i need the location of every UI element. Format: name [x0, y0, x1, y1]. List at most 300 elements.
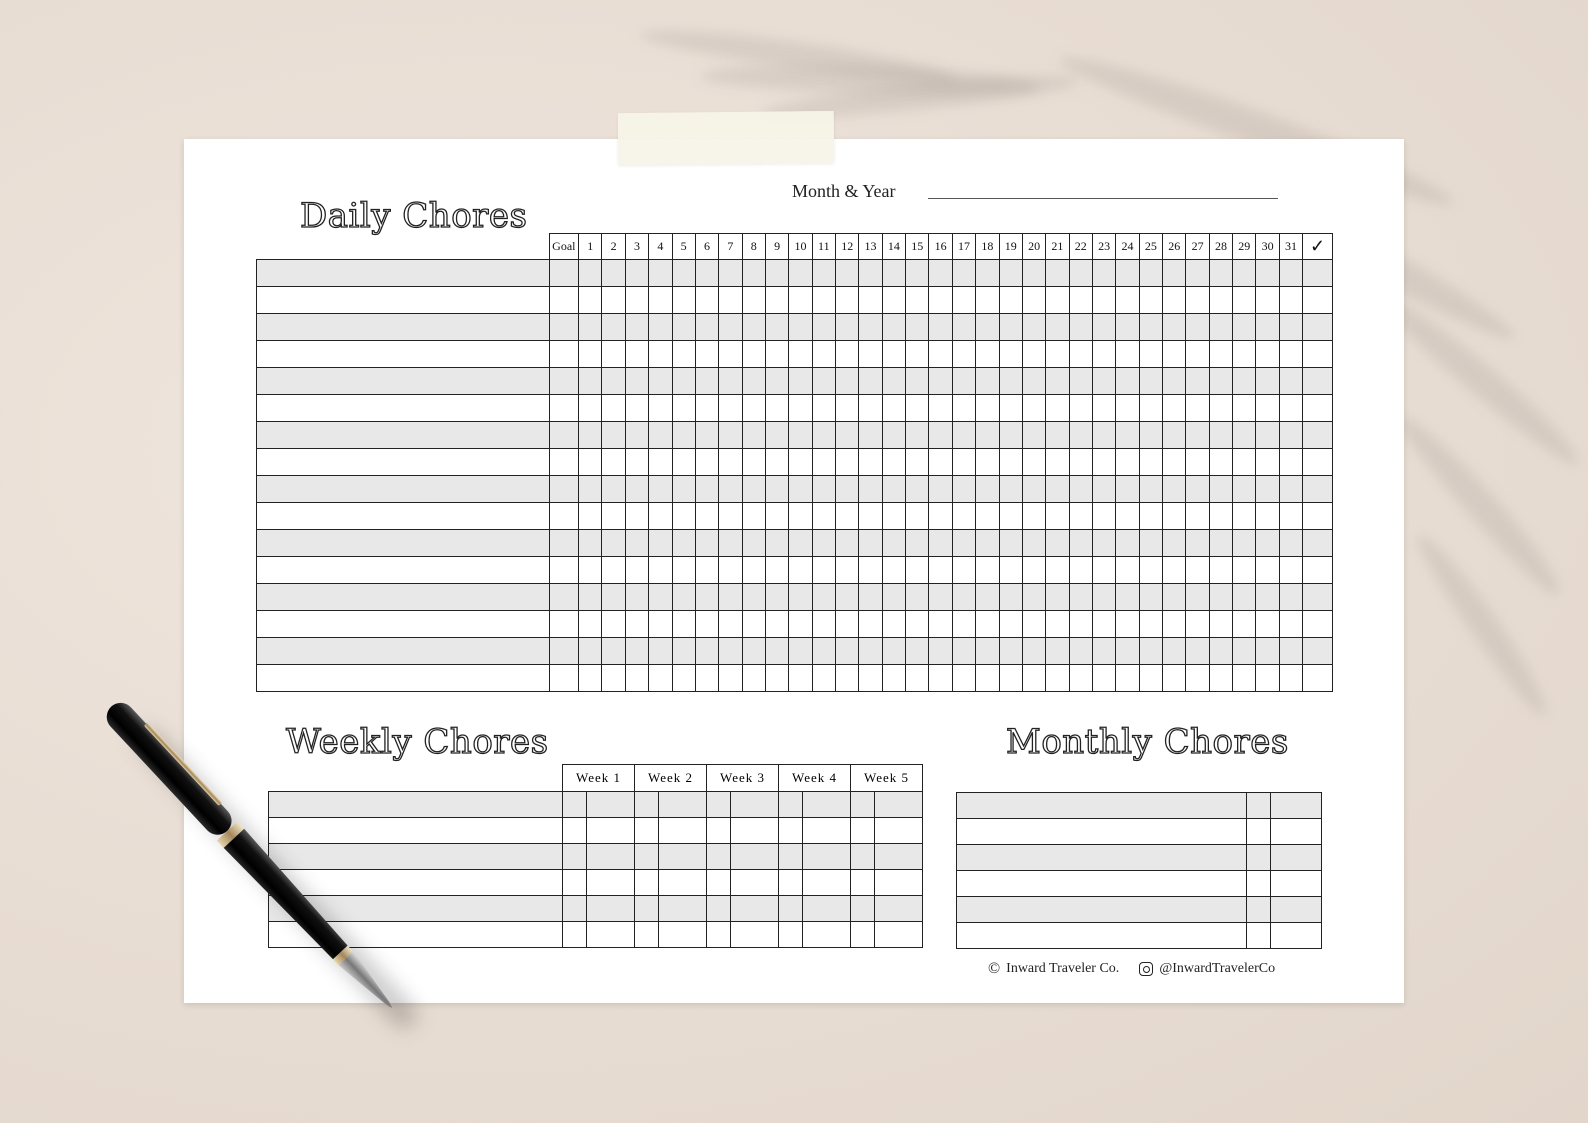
day-cell[interactable] [1209, 665, 1232, 692]
week-note-cell[interactable] [875, 870, 923, 896]
day-cell[interactable] [976, 665, 999, 692]
day-cell[interactable] [882, 287, 905, 314]
day-cell[interactable] [1209, 584, 1232, 611]
day-cell[interactable] [952, 638, 975, 665]
day-cell[interactable] [1279, 611, 1302, 638]
day-cell[interactable] [976, 395, 999, 422]
day-cell[interactable] [1279, 557, 1302, 584]
done-cell[interactable] [1303, 557, 1333, 584]
day-cell[interactable] [1116, 314, 1139, 341]
day-cell[interactable] [1186, 476, 1209, 503]
day-cell[interactable] [1116, 584, 1139, 611]
day-cell[interactable] [1233, 611, 1256, 638]
week-note-cell[interactable] [731, 870, 779, 896]
day-cell[interactable] [1209, 314, 1232, 341]
day-cell[interactable] [812, 476, 835, 503]
day-cell[interactable] [695, 341, 718, 368]
week-check-cell[interactable] [563, 922, 587, 948]
day-cell[interactable] [906, 584, 929, 611]
day-cell[interactable] [649, 557, 672, 584]
day-cell[interactable] [789, 368, 812, 395]
chore-name-cell[interactable] [257, 368, 550, 395]
day-cell[interactable] [649, 314, 672, 341]
day-cell[interactable] [1022, 476, 1045, 503]
day-cell[interactable] [812, 665, 835, 692]
day-cell[interactable] [649, 638, 672, 665]
day-cell[interactable] [1069, 449, 1092, 476]
day-cell[interactable] [1186, 584, 1209, 611]
goal-cell[interactable] [549, 368, 578, 395]
monthly-note-cell[interactable] [1271, 871, 1322, 897]
day-cell[interactable] [1092, 557, 1115, 584]
goal-cell[interactable] [549, 341, 578, 368]
day-cell[interactable] [672, 395, 695, 422]
day-cell[interactable] [719, 368, 742, 395]
day-cell[interactable] [1186, 341, 1209, 368]
day-cell[interactable] [929, 476, 952, 503]
day-cell[interactable] [1209, 476, 1232, 503]
day-cell[interactable] [1279, 503, 1302, 530]
day-cell[interactable] [695, 503, 718, 530]
week-note-cell[interactable] [875, 818, 923, 844]
day-cell[interactable] [672, 314, 695, 341]
day-cell[interactable] [999, 476, 1022, 503]
day-cell[interactable] [1116, 287, 1139, 314]
day-cell[interactable] [719, 611, 742, 638]
day-cell[interactable] [999, 638, 1022, 665]
day-cell[interactable] [649, 260, 672, 287]
day-cell[interactable] [1163, 557, 1186, 584]
day-cell[interactable] [1256, 314, 1279, 341]
monthly-check-cell[interactable] [1247, 819, 1271, 845]
day-cell[interactable] [1069, 665, 1092, 692]
day-cell[interactable] [789, 449, 812, 476]
day-cell[interactable] [625, 368, 648, 395]
day-cell[interactable] [765, 530, 788, 557]
goal-cell[interactable] [549, 503, 578, 530]
day-cell[interactable] [906, 449, 929, 476]
chore-name-cell[interactable] [257, 665, 550, 692]
day-cell[interactable] [1092, 395, 1115, 422]
monthly-check-cell[interactable] [1247, 897, 1271, 923]
day-cell[interactable] [929, 638, 952, 665]
day-cell[interactable] [625, 449, 648, 476]
day-cell[interactable] [1256, 476, 1279, 503]
week-check-cell[interactable] [635, 896, 659, 922]
chore-name-cell[interactable] [257, 476, 550, 503]
day-cell[interactable] [649, 503, 672, 530]
day-cell[interactable] [1069, 314, 1092, 341]
day-cell[interactable] [695, 665, 718, 692]
day-cell[interactable] [906, 395, 929, 422]
day-cell[interactable] [1022, 611, 1045, 638]
day-cell[interactable] [1046, 287, 1069, 314]
day-cell[interactable] [882, 395, 905, 422]
day-cell[interactable] [1116, 395, 1139, 422]
day-cell[interactable] [625, 287, 648, 314]
day-cell[interactable] [1092, 503, 1115, 530]
day-cell[interactable] [1163, 314, 1186, 341]
day-cell[interactable] [695, 449, 718, 476]
day-cell[interactable] [742, 476, 765, 503]
day-cell[interactable] [579, 557, 602, 584]
day-cell[interactable] [929, 341, 952, 368]
day-cell[interactable] [765, 584, 788, 611]
goal-cell[interactable] [549, 557, 578, 584]
day-cell[interactable] [812, 611, 835, 638]
day-cell[interactable] [859, 665, 882, 692]
day-cell[interactable] [976, 584, 999, 611]
day-cell[interactable] [1046, 530, 1069, 557]
day-cell[interactable] [882, 557, 905, 584]
goal-cell[interactable] [549, 260, 578, 287]
day-cell[interactable] [695, 584, 718, 611]
day-cell[interactable] [1139, 530, 1162, 557]
day-cell[interactable] [719, 422, 742, 449]
day-cell[interactable] [906, 260, 929, 287]
day-cell[interactable] [1256, 341, 1279, 368]
monthly-chore-cell[interactable] [957, 845, 1247, 871]
day-cell[interactable] [625, 314, 648, 341]
day-cell[interactable] [1046, 422, 1069, 449]
day-cell[interactable] [672, 287, 695, 314]
day-cell[interactable] [742, 422, 765, 449]
week-check-cell[interactable] [635, 844, 659, 870]
day-cell[interactable] [1233, 503, 1256, 530]
day-cell[interactable] [929, 422, 952, 449]
day-cell[interactable] [812, 638, 835, 665]
day-cell[interactable] [999, 584, 1022, 611]
day-cell[interactable] [789, 503, 812, 530]
day-cell[interactable] [976, 557, 999, 584]
week-check-cell[interactable] [707, 870, 731, 896]
day-cell[interactable] [649, 476, 672, 503]
day-cell[interactable] [1186, 611, 1209, 638]
day-cell[interactable] [695, 476, 718, 503]
goal-cell[interactable] [549, 584, 578, 611]
day-cell[interactable] [836, 260, 859, 287]
day-cell[interactable] [836, 341, 859, 368]
day-cell[interactable] [1279, 476, 1302, 503]
day-cell[interactable] [742, 557, 765, 584]
day-cell[interactable] [789, 260, 812, 287]
day-cell[interactable] [1046, 611, 1069, 638]
day-cell[interactable] [1069, 530, 1092, 557]
day-cell[interactable] [1233, 476, 1256, 503]
day-cell[interactable] [579, 395, 602, 422]
chore-name-cell[interactable] [257, 611, 550, 638]
day-cell[interactable] [1186, 530, 1209, 557]
day-cell[interactable] [1069, 476, 1092, 503]
day-cell[interactable] [602, 476, 625, 503]
day-cell[interactable] [976, 314, 999, 341]
day-cell[interactable] [672, 665, 695, 692]
week-check-cell[interactable] [779, 844, 803, 870]
day-cell[interactable] [1186, 422, 1209, 449]
day-cell[interactable] [765, 314, 788, 341]
day-cell[interactable] [999, 260, 1022, 287]
week-check-cell[interactable] [563, 844, 587, 870]
week-check-cell[interactable] [635, 818, 659, 844]
day-cell[interactable] [1046, 260, 1069, 287]
day-cell[interactable] [625, 584, 648, 611]
week-note-cell[interactable] [875, 922, 923, 948]
day-cell[interactable] [1209, 503, 1232, 530]
week-check-cell[interactable] [707, 844, 731, 870]
day-cell[interactable] [1092, 260, 1115, 287]
day-cell[interactable] [1022, 584, 1045, 611]
day-cell[interactable] [1186, 449, 1209, 476]
day-cell[interactable] [1209, 611, 1232, 638]
goal-cell[interactable] [549, 530, 578, 557]
day-cell[interactable] [789, 395, 812, 422]
day-cell[interactable] [1279, 665, 1302, 692]
day-cell[interactable] [1209, 395, 1232, 422]
day-cell[interactable] [1046, 665, 1069, 692]
monthly-check-cell[interactable] [1247, 871, 1271, 897]
day-cell[interactable] [812, 341, 835, 368]
week-note-cell[interactable] [659, 792, 707, 818]
day-cell[interactable] [1022, 449, 1045, 476]
day-cell[interactable] [952, 584, 975, 611]
day-cell[interactable] [579, 422, 602, 449]
monthly-chore-cell[interactable] [957, 819, 1247, 845]
day-cell[interactable] [1233, 557, 1256, 584]
day-cell[interactable] [672, 260, 695, 287]
day-cell[interactable] [1022, 395, 1045, 422]
day-cell[interactable] [1279, 395, 1302, 422]
day-cell[interactable] [1069, 638, 1092, 665]
day-cell[interactable] [1046, 638, 1069, 665]
day-cell[interactable] [929, 395, 952, 422]
week-note-cell[interactable] [659, 870, 707, 896]
day-cell[interactable] [1256, 422, 1279, 449]
day-cell[interactable] [1233, 422, 1256, 449]
day-cell[interactable] [672, 422, 695, 449]
day-cell[interactable] [882, 422, 905, 449]
goal-cell[interactable] [549, 395, 578, 422]
day-cell[interactable] [1139, 422, 1162, 449]
day-cell[interactable] [1116, 260, 1139, 287]
day-cell[interactable] [929, 260, 952, 287]
day-cell[interactable] [789, 476, 812, 503]
day-cell[interactable] [952, 368, 975, 395]
day-cell[interactable] [695, 530, 718, 557]
day-cell[interactable] [1046, 368, 1069, 395]
goal-cell[interactable] [549, 287, 578, 314]
day-cell[interactable] [999, 665, 1022, 692]
day-cell[interactable] [836, 584, 859, 611]
day-cell[interactable] [882, 476, 905, 503]
day-cell[interactable] [625, 476, 648, 503]
day-cell[interactable] [1046, 449, 1069, 476]
day-cell[interactable] [1069, 422, 1092, 449]
day-cell[interactable] [859, 638, 882, 665]
day-cell[interactable] [906, 368, 929, 395]
day-cell[interactable] [602, 449, 625, 476]
weekly-chore-cell[interactable] [269, 870, 563, 896]
week-note-cell[interactable] [803, 896, 851, 922]
day-cell[interactable] [836, 368, 859, 395]
day-cell[interactable] [1186, 503, 1209, 530]
day-cell[interactable] [1256, 287, 1279, 314]
day-cell[interactable] [836, 530, 859, 557]
day-cell[interactable] [1233, 395, 1256, 422]
day-cell[interactable] [906, 530, 929, 557]
day-cell[interactable] [1163, 449, 1186, 476]
day-cell[interactable] [1022, 314, 1045, 341]
day-cell[interactable] [812, 260, 835, 287]
day-cell[interactable] [1163, 341, 1186, 368]
week-note-cell[interactable] [587, 870, 635, 896]
month-year-field[interactable] [928, 198, 1278, 199]
day-cell[interactable] [625, 557, 648, 584]
day-cell[interactable] [1256, 449, 1279, 476]
day-cell[interactable] [742, 584, 765, 611]
day-cell[interactable] [836, 422, 859, 449]
monthly-note-cell[interactable] [1271, 793, 1322, 819]
week-check-cell[interactable] [779, 870, 803, 896]
day-cell[interactable] [1092, 530, 1115, 557]
day-cell[interactable] [719, 395, 742, 422]
day-cell[interactable] [976, 503, 999, 530]
day-cell[interactable] [952, 530, 975, 557]
day-cell[interactable] [672, 476, 695, 503]
goal-cell[interactable] [549, 314, 578, 341]
day-cell[interactable] [976, 611, 999, 638]
day-cell[interactable] [1279, 638, 1302, 665]
day-cell[interactable] [976, 341, 999, 368]
day-cell[interactable] [742, 449, 765, 476]
week-note-cell[interactable] [659, 818, 707, 844]
day-cell[interactable] [999, 395, 1022, 422]
day-cell[interactable] [859, 503, 882, 530]
day-cell[interactable] [1163, 530, 1186, 557]
day-cell[interactable] [1233, 314, 1256, 341]
day-cell[interactable] [1022, 368, 1045, 395]
day-cell[interactable] [929, 314, 952, 341]
week-check-cell[interactable] [779, 792, 803, 818]
week-note-cell[interactable] [803, 922, 851, 948]
day-cell[interactable] [1163, 665, 1186, 692]
day-cell[interactable] [1139, 611, 1162, 638]
day-cell[interactable] [1256, 530, 1279, 557]
day-cell[interactable] [1116, 638, 1139, 665]
day-cell[interactable] [602, 584, 625, 611]
day-cell[interactable] [1092, 584, 1115, 611]
day-cell[interactable] [672, 530, 695, 557]
day-cell[interactable] [719, 584, 742, 611]
week-note-cell[interactable] [587, 922, 635, 948]
day-cell[interactable] [1209, 422, 1232, 449]
day-cell[interactable] [579, 584, 602, 611]
day-cell[interactable] [906, 638, 929, 665]
week-note-cell[interactable] [587, 896, 635, 922]
day-cell[interactable] [695, 395, 718, 422]
day-cell[interactable] [765, 476, 788, 503]
day-cell[interactable] [672, 557, 695, 584]
goal-cell[interactable] [549, 422, 578, 449]
day-cell[interactable] [882, 530, 905, 557]
day-cell[interactable] [976, 449, 999, 476]
week-note-cell[interactable] [731, 922, 779, 948]
week-check-cell[interactable] [635, 792, 659, 818]
week-note-cell[interactable] [659, 922, 707, 948]
day-cell[interactable] [695, 287, 718, 314]
monthly-chore-cell[interactable] [957, 897, 1247, 923]
day-cell[interactable] [1209, 557, 1232, 584]
day-cell[interactable] [1186, 638, 1209, 665]
day-cell[interactable] [602, 638, 625, 665]
day-cell[interactable] [836, 611, 859, 638]
day-cell[interactable] [976, 368, 999, 395]
day-cell[interactable] [1279, 449, 1302, 476]
day-cell[interactable] [765, 665, 788, 692]
day-cell[interactable] [1163, 584, 1186, 611]
week-check-cell[interactable] [851, 896, 875, 922]
day-cell[interactable] [882, 314, 905, 341]
day-cell[interactable] [999, 557, 1022, 584]
day-cell[interactable] [765, 368, 788, 395]
done-cell[interactable] [1303, 395, 1333, 422]
day-cell[interactable] [1186, 665, 1209, 692]
done-cell[interactable] [1303, 530, 1333, 557]
day-cell[interactable] [649, 368, 672, 395]
week-note-cell[interactable] [875, 844, 923, 870]
day-cell[interactable] [1186, 557, 1209, 584]
day-cell[interactable] [1279, 260, 1302, 287]
day-cell[interactable] [742, 260, 765, 287]
day-cell[interactable] [1279, 287, 1302, 314]
day-cell[interactable] [882, 611, 905, 638]
day-cell[interactable] [719, 665, 742, 692]
day-cell[interactable] [1022, 557, 1045, 584]
day-cell[interactable] [672, 341, 695, 368]
day-cell[interactable] [1069, 557, 1092, 584]
day-cell[interactable] [625, 341, 648, 368]
week-check-cell[interactable] [851, 922, 875, 948]
day-cell[interactable] [952, 476, 975, 503]
day-cell[interactable] [1046, 341, 1069, 368]
day-cell[interactable] [999, 422, 1022, 449]
day-cell[interactable] [1139, 449, 1162, 476]
day-cell[interactable] [1139, 314, 1162, 341]
day-cell[interactable] [1116, 449, 1139, 476]
week-note-cell[interactable] [731, 818, 779, 844]
day-cell[interactable] [906, 422, 929, 449]
day-cell[interactable] [952, 314, 975, 341]
day-cell[interactable] [602, 395, 625, 422]
day-cell[interactable] [765, 287, 788, 314]
day-cell[interactable] [579, 314, 602, 341]
weekly-chore-cell[interactable] [269, 818, 563, 844]
day-cell[interactable] [906, 314, 929, 341]
done-cell[interactable] [1303, 449, 1333, 476]
day-cell[interactable] [602, 260, 625, 287]
day-cell[interactable] [1022, 422, 1045, 449]
day-cell[interactable] [742, 503, 765, 530]
goal-cell[interactable] [549, 476, 578, 503]
week-check-cell[interactable] [563, 818, 587, 844]
day-cell[interactable] [1256, 611, 1279, 638]
day-cell[interactable] [929, 584, 952, 611]
day-cell[interactable] [952, 422, 975, 449]
day-cell[interactable] [999, 449, 1022, 476]
day-cell[interactable] [789, 422, 812, 449]
chore-name-cell[interactable] [257, 557, 550, 584]
day-cell[interactable] [1139, 476, 1162, 503]
day-cell[interactable] [742, 287, 765, 314]
